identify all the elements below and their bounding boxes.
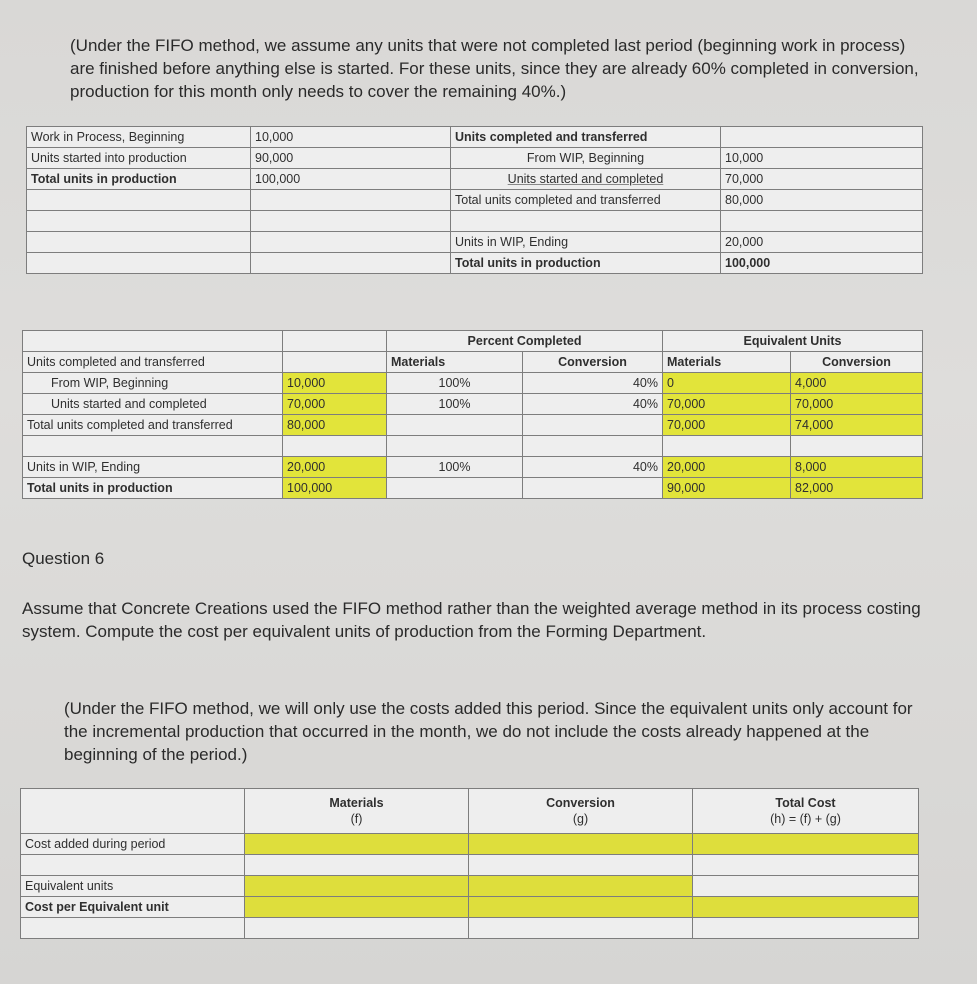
units-completed-header: Units completed and transferred xyxy=(451,127,721,148)
table-row xyxy=(21,897,919,918)
table-row xyxy=(23,373,923,394)
table-row xyxy=(27,253,923,274)
cost-per-unit-label: Cost per Equivalent unit xyxy=(21,897,245,918)
eq-conversion: 8,000 xyxy=(791,457,923,478)
question-note: (Under the FIFO method, we will only use the costs added this period. Since the equivalent units only account for the incremental production that occurred in the month, we do not include the costs already happened at the beginning of the period.) xyxy=(64,699,913,764)
eq-conversion: 70,000 xyxy=(791,394,923,415)
table-row xyxy=(23,457,923,478)
row-label: From WIP, Beginning xyxy=(23,373,283,394)
total-production-value: 100,000 xyxy=(721,253,923,274)
pct-conversion-header: Conversion xyxy=(523,352,663,373)
table-row xyxy=(27,127,923,148)
equivalent-units-table xyxy=(22,330,923,499)
table-row xyxy=(27,190,923,211)
materials-equivalent-units[interactable] xyxy=(245,876,469,897)
table-row xyxy=(21,855,919,876)
percent-completed-header: Percent Completed xyxy=(387,331,663,352)
section-label: Units completed and transferred xyxy=(23,352,283,373)
from-wip-label: From WIP, Beginning xyxy=(451,148,721,169)
units-value: 100,000 xyxy=(283,478,387,499)
row-label: Total units in production xyxy=(23,478,283,499)
table-row xyxy=(27,232,923,253)
table-row xyxy=(23,352,923,373)
conversion-cost-added[interactable] xyxy=(469,834,693,855)
wip-beginning-value: 10,000 xyxy=(251,127,451,148)
total-completed-value: 80,000 xyxy=(721,190,923,211)
pct-materials: 100% xyxy=(387,394,523,415)
eq-materials: 70,000 xyxy=(663,415,791,436)
total-units-value: 100,000 xyxy=(251,169,451,190)
pct-conversion: 40% xyxy=(523,373,663,394)
row-label: Units started and completed xyxy=(23,394,283,415)
conversion-equivalent-units[interactable] xyxy=(469,876,693,897)
pct-conversion: 40% xyxy=(523,394,663,415)
units-started-label: Units started into production xyxy=(27,148,251,169)
table-row xyxy=(21,834,919,855)
units-value: 20,000 xyxy=(283,457,387,478)
started-completed-label: Units started and completed xyxy=(451,169,721,190)
from-wip-value: 10,000 xyxy=(721,148,923,169)
units-value: 10,000 xyxy=(283,373,387,394)
total-cost-header: Total Cost (h) = (f) + (g) xyxy=(693,789,919,834)
table-row xyxy=(23,415,923,436)
units-started-value: 90,000 xyxy=(251,148,451,169)
units-value: 70,000 xyxy=(283,394,387,415)
materials-cost-per-unit[interactable] xyxy=(245,897,469,918)
wip-beginning-label: Work in Process, Beginning xyxy=(27,127,251,148)
total-cost-added[interactable] xyxy=(693,834,919,855)
materials-header: Materials (f) xyxy=(245,789,469,834)
units-value: 80,000 xyxy=(283,415,387,436)
total-units-label: Total units in production xyxy=(27,169,251,190)
table-row xyxy=(27,169,923,190)
pct-materials: 100% xyxy=(387,373,523,394)
total-completed-label: Total units completed and transferred xyxy=(451,190,721,211)
pct-materials-header: Materials xyxy=(387,352,523,373)
conversion-header: Conversion (g) xyxy=(469,789,693,834)
materials-cost-added[interactable] xyxy=(245,834,469,855)
eq-conversion: 74,000 xyxy=(791,415,923,436)
eq-materials: 0 xyxy=(663,373,791,394)
pct-conversion: 40% xyxy=(523,457,663,478)
started-completed-value: 70,000 xyxy=(721,169,923,190)
table-row xyxy=(27,148,923,169)
wip-ending-label: Units in WIP, Ending xyxy=(451,232,721,253)
table-row xyxy=(23,394,923,415)
eq-materials: 70,000 xyxy=(663,394,791,415)
equivalent-units-label: Equivalent units xyxy=(21,876,245,897)
eq-conversion: 82,000 xyxy=(791,478,923,499)
eq-materials-header: Materials xyxy=(663,352,791,373)
eq-conversion-header: Conversion xyxy=(791,352,923,373)
table-row xyxy=(23,478,923,499)
table-row xyxy=(23,436,923,457)
table-row xyxy=(23,331,923,352)
total-production-label: Total units in production xyxy=(451,253,721,274)
table-row xyxy=(21,876,919,897)
eq-materials: 90,000 xyxy=(663,478,791,499)
eq-conversion: 4,000 xyxy=(791,373,923,394)
cost-added-label: Cost added during period xyxy=(21,834,245,855)
cost-per-unit-table xyxy=(20,788,919,939)
total-cost-per-unit[interactable] xyxy=(693,897,919,918)
table-row xyxy=(21,918,919,939)
conversion-cost-per-unit[interactable] xyxy=(469,897,693,918)
equivalent-units-header: Equivalent Units xyxy=(663,331,923,352)
eq-materials: 20,000 xyxy=(663,457,791,478)
row-label: Total units completed and transferred xyxy=(23,415,283,436)
pct-materials: 100% xyxy=(387,457,523,478)
intro-note: (Under the FIFO method, we assume any units that were not completed last period (beginning work in process) are finished before anything else is started. For these units, since they are already 60% completed in conversion, production for this month only needs to cover the remaining 40%.) xyxy=(70,36,919,101)
wip-ending-value: 20,000 xyxy=(721,232,923,253)
table-row xyxy=(27,211,923,232)
question-title: Question 6 xyxy=(22,549,105,568)
question-text: Assume that Concrete Creations used the FIFO method rather than the weighted average method in its process costing system. Compute the cost per equivalent units of production from the Forming Department. xyxy=(22,599,921,641)
row-label: Units in WIP, Ending xyxy=(23,457,283,478)
table-row xyxy=(21,789,919,834)
units-flow-table xyxy=(26,126,923,274)
